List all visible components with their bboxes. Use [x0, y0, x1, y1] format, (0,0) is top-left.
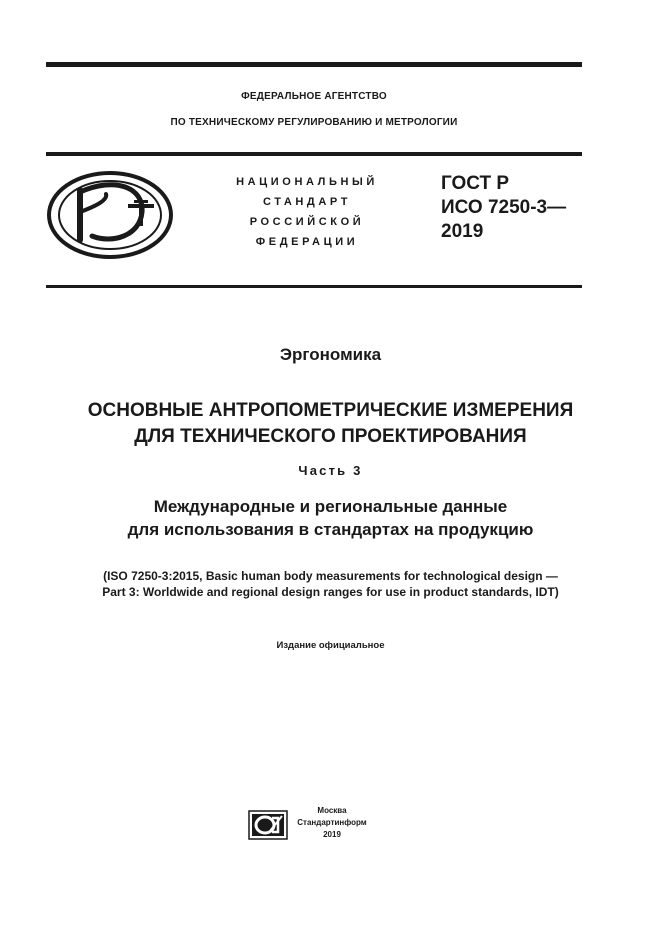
rst-emblem-icon	[46, 170, 174, 260]
iso-reference-line2: Part 3: Worldwide and regional design ranges for use in product standards, IDT)	[102, 585, 559, 599]
designation-line1: ГОСТ Р	[441, 173, 510, 194]
subject-heading: Эргономика	[279, 345, 382, 364]
part-subtitle	[0, 495, 661, 541]
iso-reference-line1: (ISO 7250-3:2015, Basic human body measurements for technological design —	[103, 569, 558, 583]
main-title-line2: ДЛЯ ТЕХНИЧЕСКОГО ПРОЕКТИРОВАНИЯ	[134, 426, 527, 447]
edition-label: Издание официальное	[276, 640, 385, 651]
main-title-line1: ОСНОВНЫЕ АНТРОПОМЕТРИЧЕСКИЕ ИЗМЕРЕНИЯ	[87, 400, 574, 421]
iso-reference	[0, 568, 661, 600]
designation-line2: ИСО 7250-3—	[441, 197, 567, 218]
national-standard-line2: СТАНДАРТ	[262, 196, 352, 208]
main-title	[0, 398, 661, 450]
publisher-info	[296, 805, 368, 841]
publisher-year: 2019	[323, 830, 341, 839]
subtitle-line2: для использования в стандартах на продукцию	[127, 520, 534, 539]
top-rule	[46, 62, 582, 67]
agency-name-line2: ПО ТЕХНИЧЕСКОМУ РЕГУЛИРОВАНИЮ И МЕТРОЛОГИИ	[170, 117, 458, 128]
national-standard-line4: ФЕДЕРАЦИИ	[255, 236, 359, 248]
part-label: Часть 3	[298, 463, 363, 478]
national-standard-line1: НАЦИОНАЛЬНЫЙ	[236, 176, 378, 188]
publisher-name: Стандартинформ	[297, 818, 367, 827]
national-standard-line3: РОССИЙСКОЙ	[249, 216, 365, 228]
designation-line3: 2019	[441, 221, 484, 242]
bottom-rule	[46, 285, 582, 288]
subtitle-line1: Международные и региональные данные	[153, 497, 508, 516]
national-standard-heading	[200, 172, 414, 252]
standartinform-logo-icon	[248, 810, 288, 840]
middle-rule	[46, 152, 582, 156]
publisher-city: Москва	[317, 806, 347, 815]
agency-name-line1: ФЕДЕРАЛЬНОЕ АГЕНТСТВО	[241, 91, 387, 102]
standard-designation	[441, 172, 566, 244]
